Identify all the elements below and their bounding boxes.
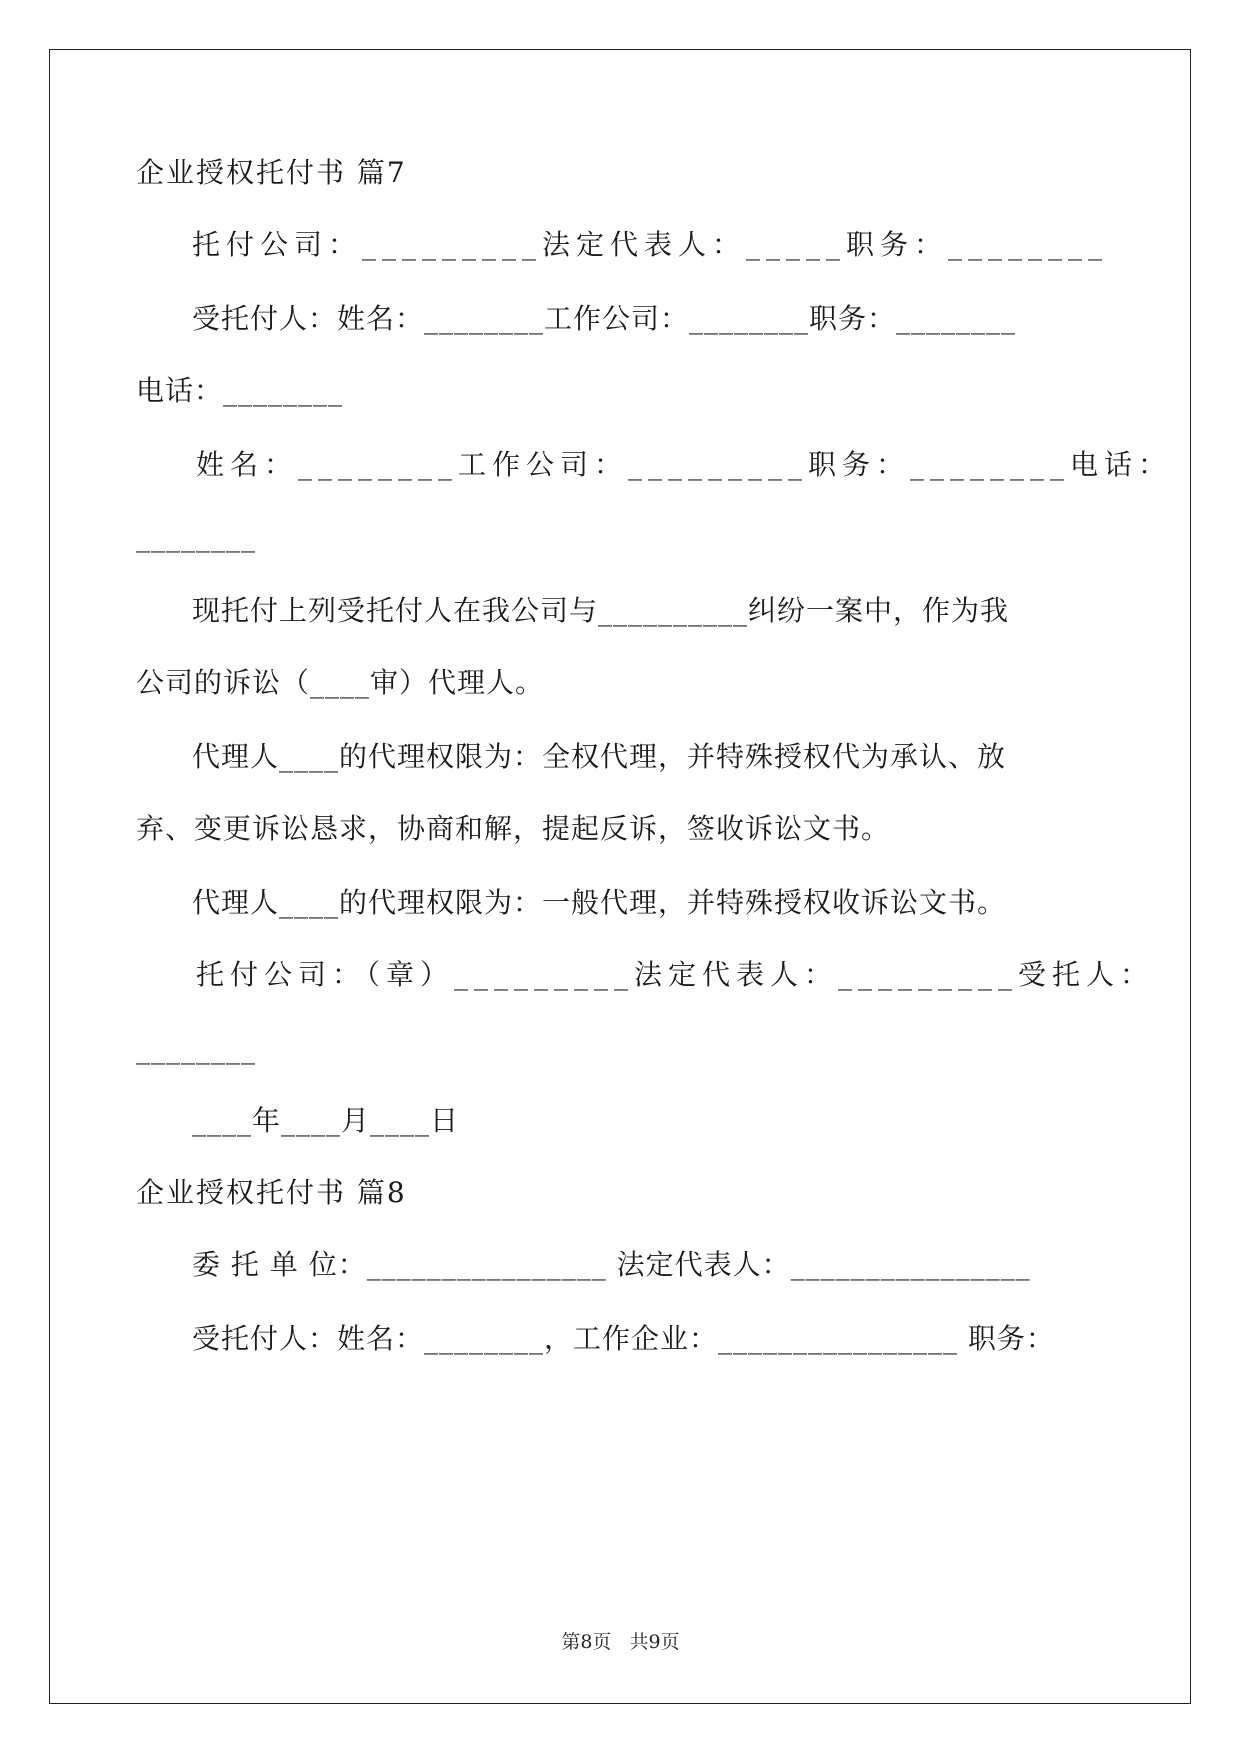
section-heading-8: 企业授权托付书 篇8 (136, 1176, 407, 1209)
paragraph-line: 委 托 单 位：________________ 法定代表人：________________ (192, 1248, 1031, 1281)
page-number-footer: 第8页 共9页 (561, 1631, 680, 1653)
paragraph-line: 代理人____的代理权限为：一般代理，并特殊授权收诉讼文书。 (192, 886, 1007, 919)
page-border (49, 49, 1191, 1704)
date-line: ____年____月____日 (192, 1104, 460, 1137)
paragraph-line: 电话：________ (136, 374, 344, 407)
paragraph-line: 受托付人：姓名：________工作公司：________职务：________ (192, 302, 1017, 335)
section-heading-7: 企业授权托付书 篇7 (136, 156, 407, 189)
paragraph-line: ________ (136, 520, 256, 553)
paragraph-line: 托付公司：_________法定代表人：_____职务：________ (192, 228, 1109, 261)
paragraph-line: 受托付人：姓名：________，工作企业：________________ 职务： (192, 1322, 1055, 1355)
paragraph-line: 姓名：________工作公司：_________职务：________电话： (196, 448, 1173, 481)
paragraph-line: 公司的诉讼（____审）代理人。 (136, 666, 545, 699)
paragraph-line: 代理人____的代理权限为：全权代理，并特殊授权代为承认、放 (192, 740, 1007, 773)
paragraph-line: 弃、变更诉讼恳求，协商和解，提起反诉，签收诉讼文书。 (136, 812, 891, 845)
paragraph-line: 托付公司：（章）_________法定代表人：_________受托人： (196, 958, 1155, 991)
paragraph-line: ________ (136, 1032, 256, 1065)
paragraph-line: 现托付上列受托付人在我公司与__________纠纷一案中，作为我 (192, 594, 1010, 627)
